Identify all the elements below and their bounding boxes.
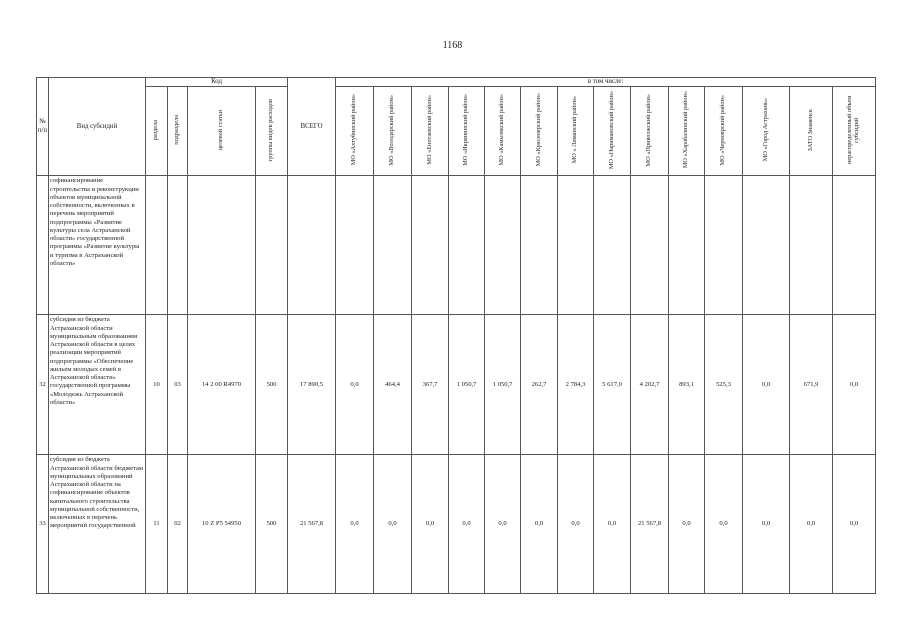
cell-region-value [705,176,743,315]
cell-total: 21 567,8 [288,455,336,594]
region-header-akhtubinsky: МО «Ахтубинский район» [336,87,374,176]
cell-expense-group: 500 [256,315,288,455]
subsidy-table [36,77,876,594]
cell-subsection [168,176,188,315]
cell-region-value: 525,3 [705,315,743,455]
cell-region-value: 0,0 [558,455,594,594]
cell-region-value [558,176,594,315]
region-header-privolzhsky: МО «Приволжский район» [631,87,669,176]
table-row [37,176,876,315]
cell-region-value: 0,0 [743,315,790,455]
cell-region-value [743,176,790,315]
region-header-kamyzyaksky: МО «Камызякский район» [485,87,521,176]
type-header: Вид субсидий [49,78,146,176]
cell-target [188,176,256,315]
cell-region-value [374,176,412,315]
row-number [37,176,49,315]
region-header-ikryaninsky: МО «Икрянинский район» [449,87,485,176]
cell-total [288,176,336,315]
region-header-krasnoyarsky: МО «Красноярский район» [521,87,558,176]
code-group-header: Код [146,78,288,87]
cell-region-value: 671,9 [790,315,833,455]
cell-region-value: 0,0 [336,455,374,594]
table-row [37,315,876,455]
cell-region-value: 0,0 [833,315,876,455]
header-row-sub [37,87,876,176]
cell-region-value: 0,0 [833,455,876,594]
cell-region-value [336,176,374,315]
cell-region-value: 0,0 [743,455,790,594]
row-description: субсидия из бюджета Астраханской области бюджетам муниципальных образований Астраханской области на софинансирование объектов капитального строительства муниципальной собственности, включенных в перечень мероприятий государственной [49,455,146,594]
cell-region-value: 262,7 [521,315,558,455]
code-header-expense-group: группы видов расходов [256,87,288,176]
cell-region-value: 2 784,3 [558,315,594,455]
code-header-subsection: подраздела [168,87,188,176]
page-number: 1168 [442,40,463,51]
cell-total: 17 890,5 [288,315,336,455]
cell-region-value [594,176,631,315]
cell-region-value: 4 202,7 [631,315,669,455]
cell-region-value: 21 567,8 [631,455,669,594]
cell-region-value: 0,0 [449,455,485,594]
region-header-kharabalinsky: МО «Харабалинский район» [669,87,705,176]
cell-subsection: 02 [168,455,188,594]
cell-subsection: 03 [168,315,188,455]
cell-region-value: 0,0 [412,455,449,594]
total-header: ВСЕГО [288,78,336,176]
cell-region-value [521,176,558,315]
cell-region-value: 0,0 [594,455,631,594]
incl-group-header: в том числе: [336,78,876,87]
row-description: софинансирование строительства и реконструкции объектов муниципальной собственности, включенных в перечень мероприятий подпрограммы «Развитие культуры села Астраханской области» государственной программы «Развитие культуры и туризма в Астраханской области» [49,176,146,315]
cell-region-value: 0,0 [374,455,412,594]
region-header-chernoyarsky: МО «Черноярский район» [705,87,743,176]
cell-region-value [449,176,485,315]
cell-region-value [790,176,833,315]
region-header-volodarsky: МО «Володарский район» [374,87,412,176]
code-header-target: целевой статьи [188,87,256,176]
cell-region-value [669,176,705,315]
region-header-unallocated: нераспределенный объем субсидий [833,87,876,176]
cell-section [146,176,168,315]
cell-region-value: 0,0 [485,455,521,594]
cell-region-value [485,176,521,315]
row-description: субсидия из бюджета Астраханской области муниципальным образованиям Астраханской области в целях реализации мероприятий подпрограммы «Обеспечение жильем молодых семей в Астраханской области» государственной программы «Молодежь Астраханской области» [49,315,146,455]
cell-region-value: 0,0 [521,455,558,594]
cell-region-value [631,176,669,315]
region-header-enotaevsky: МО «Енотаевский район» [412,87,449,176]
region-header-limansky: МО « Лиманский район» [558,87,594,176]
cell-region-value: 464,4 [374,315,412,455]
table-row [37,455,876,594]
region-header-znamensk: ЗАТО Знаменск [790,87,833,176]
region-header-astrakhan-city: МО «Город Астрахань» [743,87,790,176]
cell-region-value [833,176,876,315]
code-header-section: раздела [146,87,168,176]
cell-region-value: 5 617,0 [594,315,631,455]
cell-region-value: 0,0 [705,455,743,594]
cell-region-value: 0,0 [790,455,833,594]
cell-expense-group: 500 [256,455,288,594]
row-number: 33 [37,455,49,594]
cell-target: 14 2 00 R4970 [188,315,256,455]
cell-section: 10 [146,315,168,455]
cell-region-value: 367,7 [412,315,449,455]
cell-region-value: 893,1 [669,315,705,455]
cell-region-value: 0,0 [336,315,374,455]
region-header-narimanovsky: МО «Наримановский район» [594,87,631,176]
cell-region-value: 0,0 [669,455,705,594]
cell-region-value: 1 050,7 [449,315,485,455]
cell-section: 11 [146,455,168,594]
cell-region-value [412,176,449,315]
cell-expense-group [256,176,288,315]
cell-region-value: 1 050,7 [485,315,521,455]
header-row-top [37,78,876,87]
row-number: 32 [37,315,49,455]
num-header: № п/п [37,78,49,176]
cell-target: 10 Z P5 54950 [188,455,256,594]
